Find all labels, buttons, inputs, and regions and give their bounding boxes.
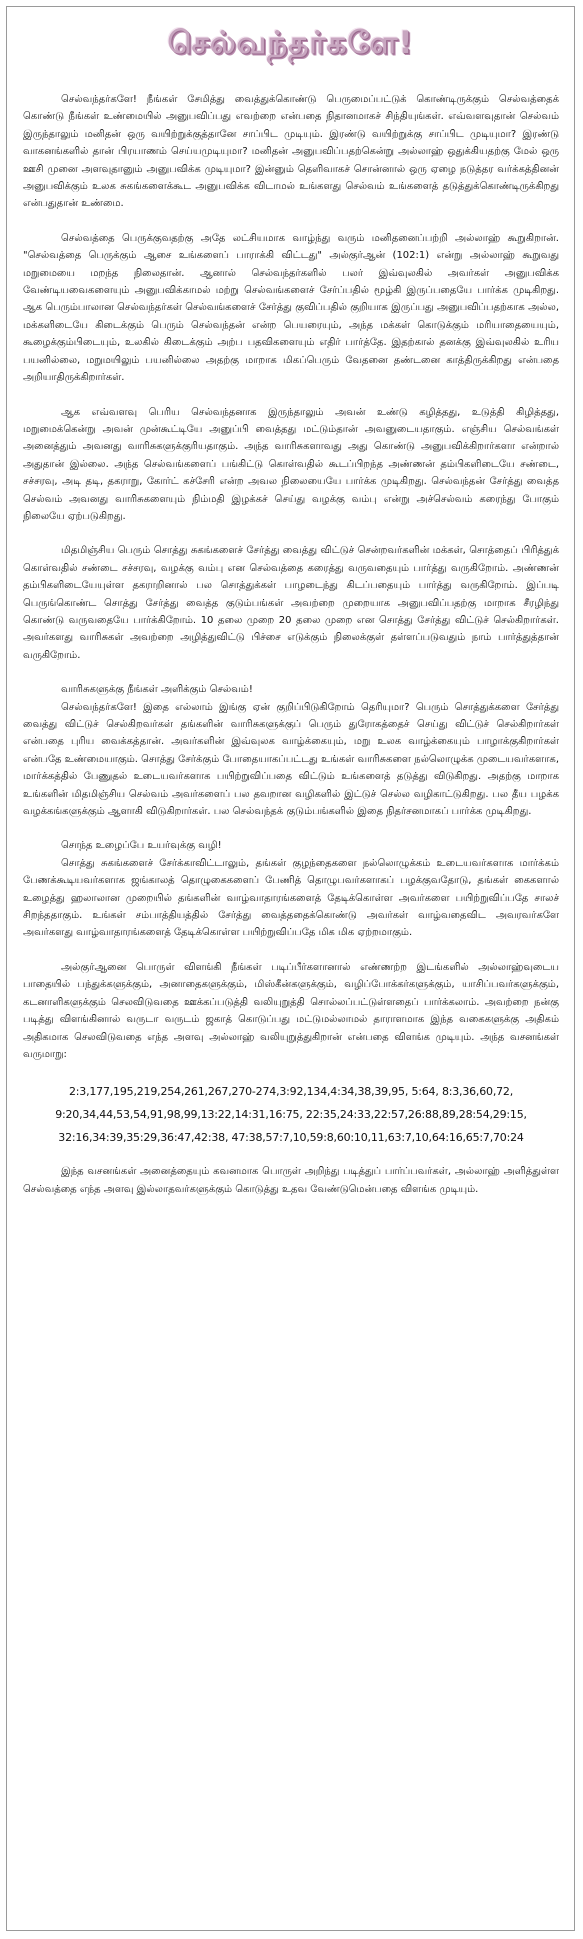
verse-references: 2:3,177,195,219,254,261,267,270-274,3:92,134,4:34,38,39,95, 5:64, 8:3,36,60,72, 9:20,34,44,53,54,91,98,99,13:22,14:31,16:75, 22:35,24:33,22:57,26:88,89,28:54,29:15, 32:16,34:39,35:29,36:47,42:38, 47:38,57:7,10,59:8,60:10,11,63:7,10,64:16,65:7,70:24 [55,1085,527,1145]
paragraph: செல்வந்தர்களே! இதை எல்லாம் இங்கு ஏன் குறிப்பிடுகிறோம் தெரியுமா? பெரும் சொத்துக்களை சேர்த்து வைத்து விட்டுச் செல்கிறவர்கள் தங்களின் வாரிசுகளுக்குப் பெரும் துரோகத்தைச் செய்து விட்டுச் செல்கிறார்கள் என்பதை புரிய வைக்கத்தான். அவர்களின் இவ்வுலக வாழ்க்கையும், மறு உலக வாழ்க்கையும் பாழாக்குகிறார்கள் என்பதே உண்மையாகும். சொத்து சேர்க்கும் போதையாகப்பட்டது உங்கள் வாரிசுகளை நல்லொழுக்க முடையவர்களாக, மார்க்கத்தில் பேணுதல் உடையவர்களாக பயிற்றுவிப்பதை விட்டும் உங்களைத் தடுத்து விடுகிறது. அதற்கு மாறாக உங்களின் மிதமிஞ்சிய செல்வம் அவர்களைப் பல தவறான வழிகளில் இட்டுச் செல்ல வழிகாட்டுகிறது. பல தீய பழக்க வழக்கங்களுக்கும் ஆளாகி விடுகிறார்கள். பல செல்வந்தக் குடும்பங்களில் இதை நிதர்சனமாகப் பார்க்க முடிகிறது. [23,701,559,818]
paragraph: செல்வந்தர்களே! நீங்கள் சேமித்து வைத்துக்கொண்டு பெருமைப்பட்டுக் கொண்டிருக்கும் செல்வத்தைக் கொண்டு நீங்கள் உண்மையில் அனுபவிப்பது எவற்றை என்பதை நிதானமாகச் சிந்தியுங்கள். எவ்வளவுதான் செல்வம் இருந்தாலும் மனிதன் ஒரு வயிற்றுக்குத்தானே சாப்பிட முடியும். இரண்டு வயிற்றுக்கு சாப்பிட முடியுமா? இரண்டு வாகனங்களில் தான் பிரயாணம் செய்யமுடியுமா? மனிதன் அனுபவிப்பதற்கென்று அல்லாஹ் ஒதுக்கியதற்கு மேல் ஒரு ஊசி முனை அளவுதானும் அனுபவிக்க முடியுமா? இன்னும் தெளிவாகச் சொன்னால் ஒரு ஏழை நடுத்தர வர்க்கத்தினன் அனுபவிக்கும் உலக சுகங்களைக்கூட அனுபவிக்க விடாமல் உங்களது செல்வம் உங்களைத் தடுத்துக்கொண்டிருக்கிறது என்பதுதான் உண்மை. [23,94,559,210]
section-heading: சொந்த உழைப்பே உயர்வுக்கு வழி! [61,840,222,852]
paragraph: சொத்து சுகங்களைச் சேர்க்காவிட்டாலும், தங்கள் குழந்தைகளை நல்லொழுக்கம் உடையவர்களாக மார்க்கம் பேணக்கூடியவர்களாக ஜங்காலத் தொழுகைகளைப் பேணித் தொழுபவர்களாகப் பழக்குவதோடு, தங்கள் கைகளால் உழைத்து ஹலாலான முறையில் தங்களின் வாழ்வாதாரங்களைத் தேடிக்கொள்ள அவர்களை பயிற்றுவிப்பதே சாலச் சிறந்ததாகும். உங்கள் சம்பாத்தியத்தில் சேர்த்து வைத்ததைக்கொண்டு அவர்கள் வாழ்வதைவிட அவரவர்களே அவர்களது வாழ்வாதாரங்களைத் தேடிக்கொள்ள பயிற்றுவிப்பதே மிக மிக ஏற்றமாகும். [23,857,559,939]
page-title: செல்வந்தர்களே! [167,25,414,61]
section-heading: வாரிசுகளுக்கு நீங்கள் அளிக்கும் செல்வம்! [61,684,253,696]
paragraph: ஆக எவ்வளவு பெரிய செல்வந்தனாக இருந்தாலும் அவன் உண்டு கழித்தது, உடுத்தி கிழித்தது, மறுமைக்கென்று அவன் முன்கூட்டியே அனுப்பி வைத்தது மட்டும்தான் அவனுடையதாகும். எஞ்சிய செல்வங்கள் அனைத்தும் அவனது வாரிசுகளுக்குரியதாகும். அந்த வாரிசுகளாவது அது கொண்டு அனுபவிக்கிறார்களா என்றால் அதுதான் இல்லை. அந்த செல்வங்களைப் பங்கிட்டு கொள்வதில் கூடப்பிறந்த அண்ணன் தம்பிகளிடையே சண்டை, சச்சரவு, அடி தடி, தகராறு, கோர்ட் கச்சேரி என்ற அவல நிலையையே பார்க்க முடிகிறது. செல்வந்தன் சேர்த்து வைத்த செல்வம் அவனது வாரிசுகளையும் நிம்மதி இழக்கச் செய்து வழக்கு வம்பு என்று அச்செல்வம் கரைந்து போகும் நிலையே ஏற்படுகிறது. [23,406,559,522]
paragraph: அல்குர்ஆனை பொருள் விளங்கி நீங்கள் படிப்பீர்களானால் எண்ணற்ற இடங்களில் அல்லாஹ்வுடைய பாதையில் பந்துக்களுக்கும், அனாதைகளுக்கும், மிஸ்கீன்களுக்கும், வழிப்போக்கர்களுக்கும், யாசிப்பவர்களுக்கும், கடனாளிகளுக்கும் செலவிடுவதை ஊக்கப்படுத்தி வலியுறுத்தி சொல்லப்பட்டுள்ளதைப் பார்க்கலாம். அவற்றை நன்கு படித்து விளங்கினால் வருடா வருடம் ஜகாத் கொடுப்பது மட்டுமல்லாமல் தாராளமாக இந்த வகைகளுக்கு அதிகம் அதிகமாக செலவிடுவதை எந்த அளவு அல்லாஹ் வலியுறுத்துகிறான் என்பதை விளங்க முடியும். அந்த வசனங்கள் வருமாறு: [23,961,559,1060]
paragraph: மிதமிஞ்சிய பெரும் சொத்து சுகங்களைச் சேர்த்து வைத்து விட்டுச் சென்றவர்களின் மக்கள், சொத்தைப் பிரித்துக் கொள்வதில் சண்டை சச்சரவு, வழக்கு வம்பு என செல்வத்தை கரைத்து வருவதையும் பார்த்து வருகிறோம். அண்ணன் தம்பிகளிடையேயுள்ள தகராறினால் பல சொத்துக்கள் பாழடைந்து கிடப்பதையும் பார்த்து வருகிறோம். இப்படி பெருங்கொண்ட சொத்து சேர்த்து வைத்த குடும்பங்கள் அவற்றை முறையாக அனுபவிப்பதற்கு மாறாக சீரழிந்து கொண்டு வருவதையே பார்க்கிறோம். 10 தலை முறை 20 தலை முறை என சொத்து சேர்த்து விட்டுச் செல்கிறார்கள். அவர்களது வாரிசுகள் அவற்றை அழித்துவிட்டு பிச்சை எடுக்கும் நிலைக்குள் தள்ளப்படுவதும் நாம் பார்த்துத்தான் வருகிறோம். [23,545,559,661]
document-frame [6,6,575,1931]
article-body [23,91,559,1215]
paragraph: செல்வத்தை பெருக்குவதற்கு அதே லட்சியமாக வாழ்ந்து வரும் மனிதனைப்பற்றி அல்லாஹ் கூறுகிறான். "செல்வத்தை பெருக்கும் ஆசை உங்களைப் பாராக்கி விட்டது" அல்குர்ஆன் (102:1) என்று அல்லாஹ் கூறுவது மறுமையை மறந்த நிலைதான். ஆனால் செல்வந்தர்களில் பலர் இவ்வுலகில் அவர்கள் அனுபவிக்க வேண்டியவைகளையும் அனுபவிக்காமல் மற்று செல்வங்களைச் சேர்ப்பதில் மூழ்கி இருப்பதையே பார்க்க முடிகிறது. ஆக பெரும்பாலான செல்வந்தர்கள் செல்வங்களைச் சேர்த்து குவிப்பதில் குறியாக இருப்பது அனுபவிப்பதற்காக அல்ல, மக்களிடையே கிடைக்கும் பெரும் செல்வந்தன் என்ற பெயரையும், அந்த மக்கள் கொடுக்கும் மரியாதையையும், கூழைக்கும்பிடையும், உலகில் கிடைக்கும் அற்ப பதவிகளையும் எதிர் பார்த்தே. இதற்கால் தனக்கு இவ்வுலகில் உரிய பயனில்லை, மறுமயிலும் பயனில்லை அதற்கு மாறாக மிகப்பெரும் வேதனை தண்டனை காத்திருக்கிறது என்பதை அறியாதிருக்கிறார்கள். [23,232,559,384]
paragraph: இந்த வசனங்கள் அனைத்தையும் கவனமாக பொருள் அறிந்து படித்துப் பார்ப்பவர்கள், அல்லாஹ் அளித்துள்ள செல்வத்தை எந்த அளவு இல்லாதவர்களுக்கும் கொடுத்து உதவ வேண்டுமென்பதை விளங்க முடியும். [23,1166,559,1195]
